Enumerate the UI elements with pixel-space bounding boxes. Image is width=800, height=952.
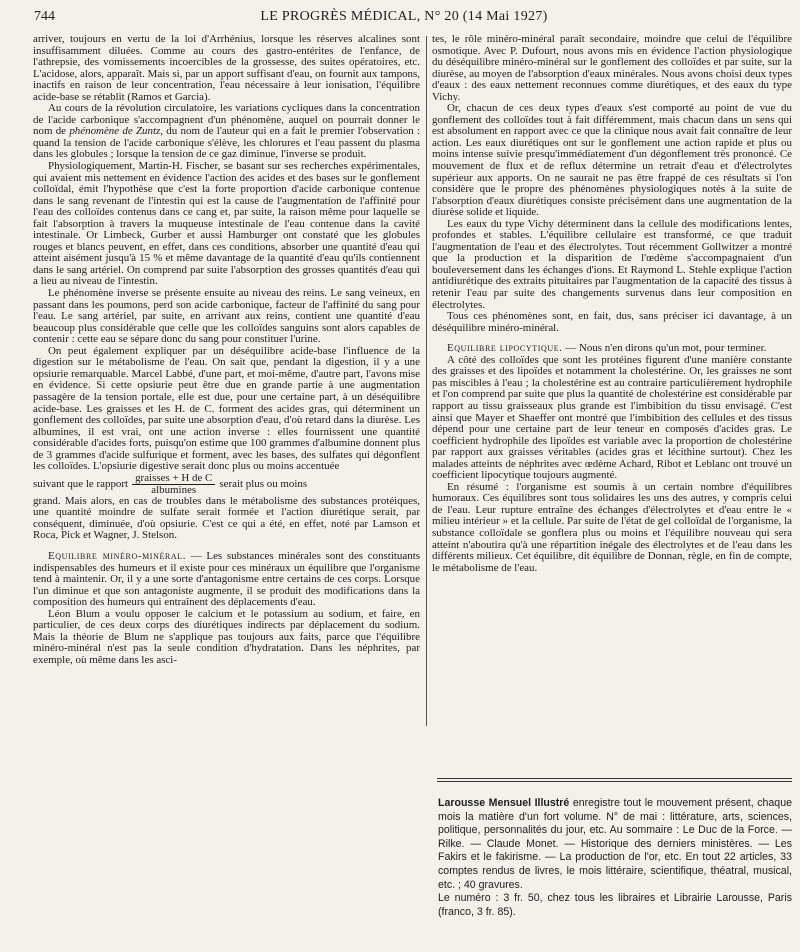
left-column bbox=[33, 34, 420, 666]
formula-line bbox=[33, 473, 420, 496]
text-run: — Les substances minérales sont des constituants indispensables des humeurs et il existe pour ces minéraux un équilibre que l'organisme tend à maintenir. Or, il y a une sorte d'antagonisme entre certains de ces corps. Lorsque l'un diminue et que son antagoniste augmente, il se produit des modifications dans la composition des humeurs qui entraînent des déplacements d'eau. bbox=[33, 549, 420, 609]
paragraph: On peut également expliquer par un déséquilibre acide-base l'influence de la digestion sur le métabolisme de l'eau. On sait que, pendant la digestion, il y a une opsiurie remarquable. Marcel Labbé, d'une part, et moi-même, d'autre part, l'avons mise en évidence. Si cette opsiurie peut être due en grande partie à une augmentation passagère de la tension portale, elle est due, pour une certaine part, à un déséquilibre acide-base. Les graisses et les H. de C. forment des acides gras, qui déterminent un gonflement des colloïdes, par suite une absorption d'eau, d'où retard dans la diurèse. Les albumines, il est vrai, ont une action inverse : elles fournissent une quantité considérable d'acides forts, puisqu'on estime que 100 grammes d'albumine donnent plus de 3 grammes d'acide sulfurique et forment, avec les bases, des sulfates qui dégonflent les colloïdes. L'opsiurie digestive serait donc plus ou moins accentuée bbox=[33, 344, 420, 473]
text-run: , du nom de l'auteur qui en a fait le premier l'observation : quand la tension de l'acide carbonique s'élève, les chlorures et l'eau passent du plasma dans les globules ; lorsque la tension de ce gaz diminue, l'inverse se produit. bbox=[33, 125, 420, 161]
separator-rule bbox=[437, 778, 792, 779]
page-header bbox=[34, 9, 774, 27]
fraction-numerator: graisses + H de C bbox=[132, 473, 215, 485]
page-number: 744 bbox=[34, 9, 55, 24]
advertisement bbox=[438, 797, 792, 919]
paragraph: Le phénomène inverse se présente ensuite au niveau des reins. Le sang veineux, en passant dans les poumons, perd son acide carbonique, facteur de l'affinité du sang pour l'eau. Le sang artériel, par suite, en arrivant aux reins, contient une quantité d'eau beaucoup plus considérable que celle que les colloïdes sanguins sont alors capables de contenir : cette eau se sépare donc du sang pour constituer l'urine. bbox=[33, 287, 420, 346]
fraction bbox=[132, 473, 215, 496]
paragraph: Tous ces phénomènes sont, en fait, dus, sans préciser ici davantage, à un déséquilibre minéro-minéral. bbox=[432, 310, 792, 334]
paragraph: A côté des colloïdes que sont les protéines figurent d'une manière constante des graisses et des lipoïdes et notamment la cholestérine. Or, les graisses ne sont pas miscibles à l'eau ; la cholestérine est au contraire particulièrement hydrophile et l'on comprend par suite que plus la quantité de cholestérine est considérable par rapport au tissu graisseaux plus grande est l'imbibition du tissu envisagé. C'est ainsi que Mayer et Shaeffer ont montré que l'imbibition des cellules et des tissus dépend pour une certaine part de leur teneur en composés d'acides gras. Le coefficient hydrophile des lipoïdes est variable avec la proportion de cholestérine par rapport aux graisses véritables (acides gras et lécithine surtout). Chez les malades atteints de néphrites avec œdème Achard, Ribot et Leblanc ont trouvé un coefficient lipocytique toujours augmenté. bbox=[432, 353, 792, 482]
text-run: serait plus ou moins bbox=[219, 477, 308, 490]
ad-lead: Larousse Mensuel Illustré bbox=[438, 797, 570, 809]
separator-rule bbox=[437, 781, 792, 782]
paragraph: Les eaux du type Vichy déterminent dans la cellule des modifications lentes, profondes et stables. L'équilibre cellulaire est transformé, ce que traduit l'augmentation de l'eau et des électrolytes. Tout récemment Gollwitzer a montré que la production et la disparition de l'œdème s'accompagnaient d'un bouleversement dans les échanges d'ions. Et Raymond L. Stehle explique l'action antidiurétique des extraits pituitaires par l'augmentation de la capacité des tissus à retenir l'eau par suite des changements survenus dans leur composition en électrolytes. bbox=[432, 217, 792, 311]
text-run: — Nous n'en dirons qu'un mot, pour terminer. bbox=[562, 342, 767, 355]
journal-title: LE PROGRÈS MÉDICAL, N° 20 (14 Mai 1927) bbox=[260, 9, 548, 24]
emphasis: phénomène de Zuntz bbox=[69, 125, 161, 138]
paragraph: grand. Mais alors, en cas de troubles dans le métabolisme des substances protéiques, une quantité moindre de sulfate serait formée et l'action diurétique serait, par conséquent, diminuée, d'où opsiurie. C'est ce qui a été, en effet, noté par Lamson et Roca, Pick et Wagner, J. Stelson. bbox=[33, 494, 420, 542]
section-paragraph bbox=[33, 551, 420, 609]
text-run: suivant que le rapport bbox=[33, 477, 129, 490]
paragraph bbox=[33, 103, 420, 161]
ad-price: Le numéro : 3 fr. 50, chez tous les libraires et Librairie Larousse, Paris (franco, 3 fr. 85). bbox=[438, 892, 792, 918]
paragraph: Physiologiquement, Martin-H. Fischer, se basant sur ses recherches expérimentales, qui avaient mis nettement en évidence l'action des acides et des bases sur le gonflement colloïdal, émit l'hypothèse que c'est la forte proportion d'acide carbonique contenue dans le sang revenant de l'intestin qui est la cause de l'augmentation de l'affinité pour l'eau des colloïdes contenus dans ce cang et, par suite, la raison même pour laquelle se fait l'absorption à travers la muqueuse intestinale de l'eau contenue dans la cavité intestinale. Or Limbeck, Gurber et aussi Hamburger ont constaté que les globules rouges et blancs peuvent, en effet, dans ces conditions, absorber une quantité d'eau qui atteint aisément jusqu'à 15 % et même davantage de la quantité d'eau qu'ils contiennent dans le sang artériel. On comprend par suite l'absorption des grosses quantités d'eau qui a lieu au niveau de l'intestin. bbox=[33, 160, 420, 288]
paragraph: tes, le rôle minéro-minéral paraît secondaire, moindre que celui de l'équilibre osmotique. Avec P. Dufourt, nous avons mis en évidence l'action physiologique du déséquilibre minéro-minéral sur le gonflement des colloïdes et par suite, sur la diurèse, au moyen de l'absorption d'eaux minérales. Nous avons choisi deux types d'eaux : des eaux nettement reconnues comme diurétiques, et des eaux du type Vichy. bbox=[432, 33, 792, 103]
section-title: Equilibre lipocytique. bbox=[447, 342, 563, 355]
ad-text: enregistre tout le mouvement présent, chaque mois la matière d'un fort volume. N° de mai : littérature, arts, sciences, politique, personnalités du jour, etc. Au sommaire : Le Duc de la Force. — Rilke. — Claude Monet. — Historique des derniers ministères. — Les Fakirs et le fakirisme. — La production de l'or, etc. En tout 22 articles, 33 comptes rendus de livres, le mois littéraire, scientifique, théatral, musical, etc. ; 40 gravures. bbox=[438, 797, 792, 891]
paragraph: arriver, toujours en vertu de la loi d'Arrhénius, lorsque les réserves alcalines sont insuffisamment diluées. Comme au cours des gastro-entérites de l'enfance, de l'athrepsie, des vomissements incoercibles de la grossesse, des suites opératoires, etc. L'acidose, alors, apparaît. Mais si, par un apport suffisant d'eau, on fournit aux tampons, inactifs en raison de leur concentration, l'eau nécessaire à leur ionisation, l'équilibre acide-base se rétablit (Ramos et Garcia). bbox=[33, 33, 420, 103]
text-run: Au cours de la révolution circulatoire, les variations cycliques dans la concentration de l'acide carbonique s'accompagnent d'un phénomène, auquel on pourrait donner le nom de bbox=[33, 102, 420, 138]
section-title: Equilibre minéro-minéral. bbox=[48, 549, 187, 562]
fraction-denominator: albumines bbox=[151, 483, 197, 496]
paragraph: En résumé : l'organisme est soumis à un certain nombre d'équilibres humoraux. Ces équilibres sont tous solidaires les uns des autres, y compris celui de l'eau. Leur rupture entraîne des échanges d'électrolytes et d'eau entre le « milieu intérieur » et la cellule. Par suite de l'état de gel colloïdal de l'organisme, la substance colloïdale se gonflera plus ou moins et l'équilibre nouveau qui sera atteint n'aboutira qu'à une répartition inégale des électrolytes et de l'eau dans les différents milieux. Cet équilibre, dit équilibre de Donnan, règle, en fin de compte, le métabolisme de l'eau. bbox=[432, 480, 792, 574]
right-column bbox=[432, 34, 792, 574]
paragraph: Or, chacun de ces deux types d'eaux s'est comporté au point de vue du gonflement des colloïdes tout à fait différemment, mais chacun dans un sens qui est absolument en rapport avec ce que la clinique nous avait fait connaître de leur action. Les eaux diurétiques ont sur le gonflement une action rapide et plus ou moins intense suivie presqu'immédiatement d'un dégonflement très prononcé. Ce mouvement de flux et de reflux détermine un retrait d'eau et d'électrolytes supérieur aux apports. On ne saurait ne pas être frappé de ces résultats si l'on considère que le propre des phénomènes physiologiques notés à la suite de l'absorption d'eaux diurétiques consiste précisément dans une augmentation de la diurèse solide et liquide. bbox=[432, 102, 792, 219]
ad-paragraph bbox=[438, 797, 792, 892]
paragraph: Léon Blum a voulu opposer le calcium et le potassium au sodium, et faire, en particulier, de ces deux corps des diurétiques indirects par déplacement du sodium. Mais la théorie de Blum ne s'applique pas toujours aux faits, parce que l'équilibre minéro-minéral n'est pas la seule condition d'hydratation. Dans les néphrites, par exemple, où même dans les asci- bbox=[33, 607, 420, 666]
column-divider bbox=[426, 36, 427, 726]
